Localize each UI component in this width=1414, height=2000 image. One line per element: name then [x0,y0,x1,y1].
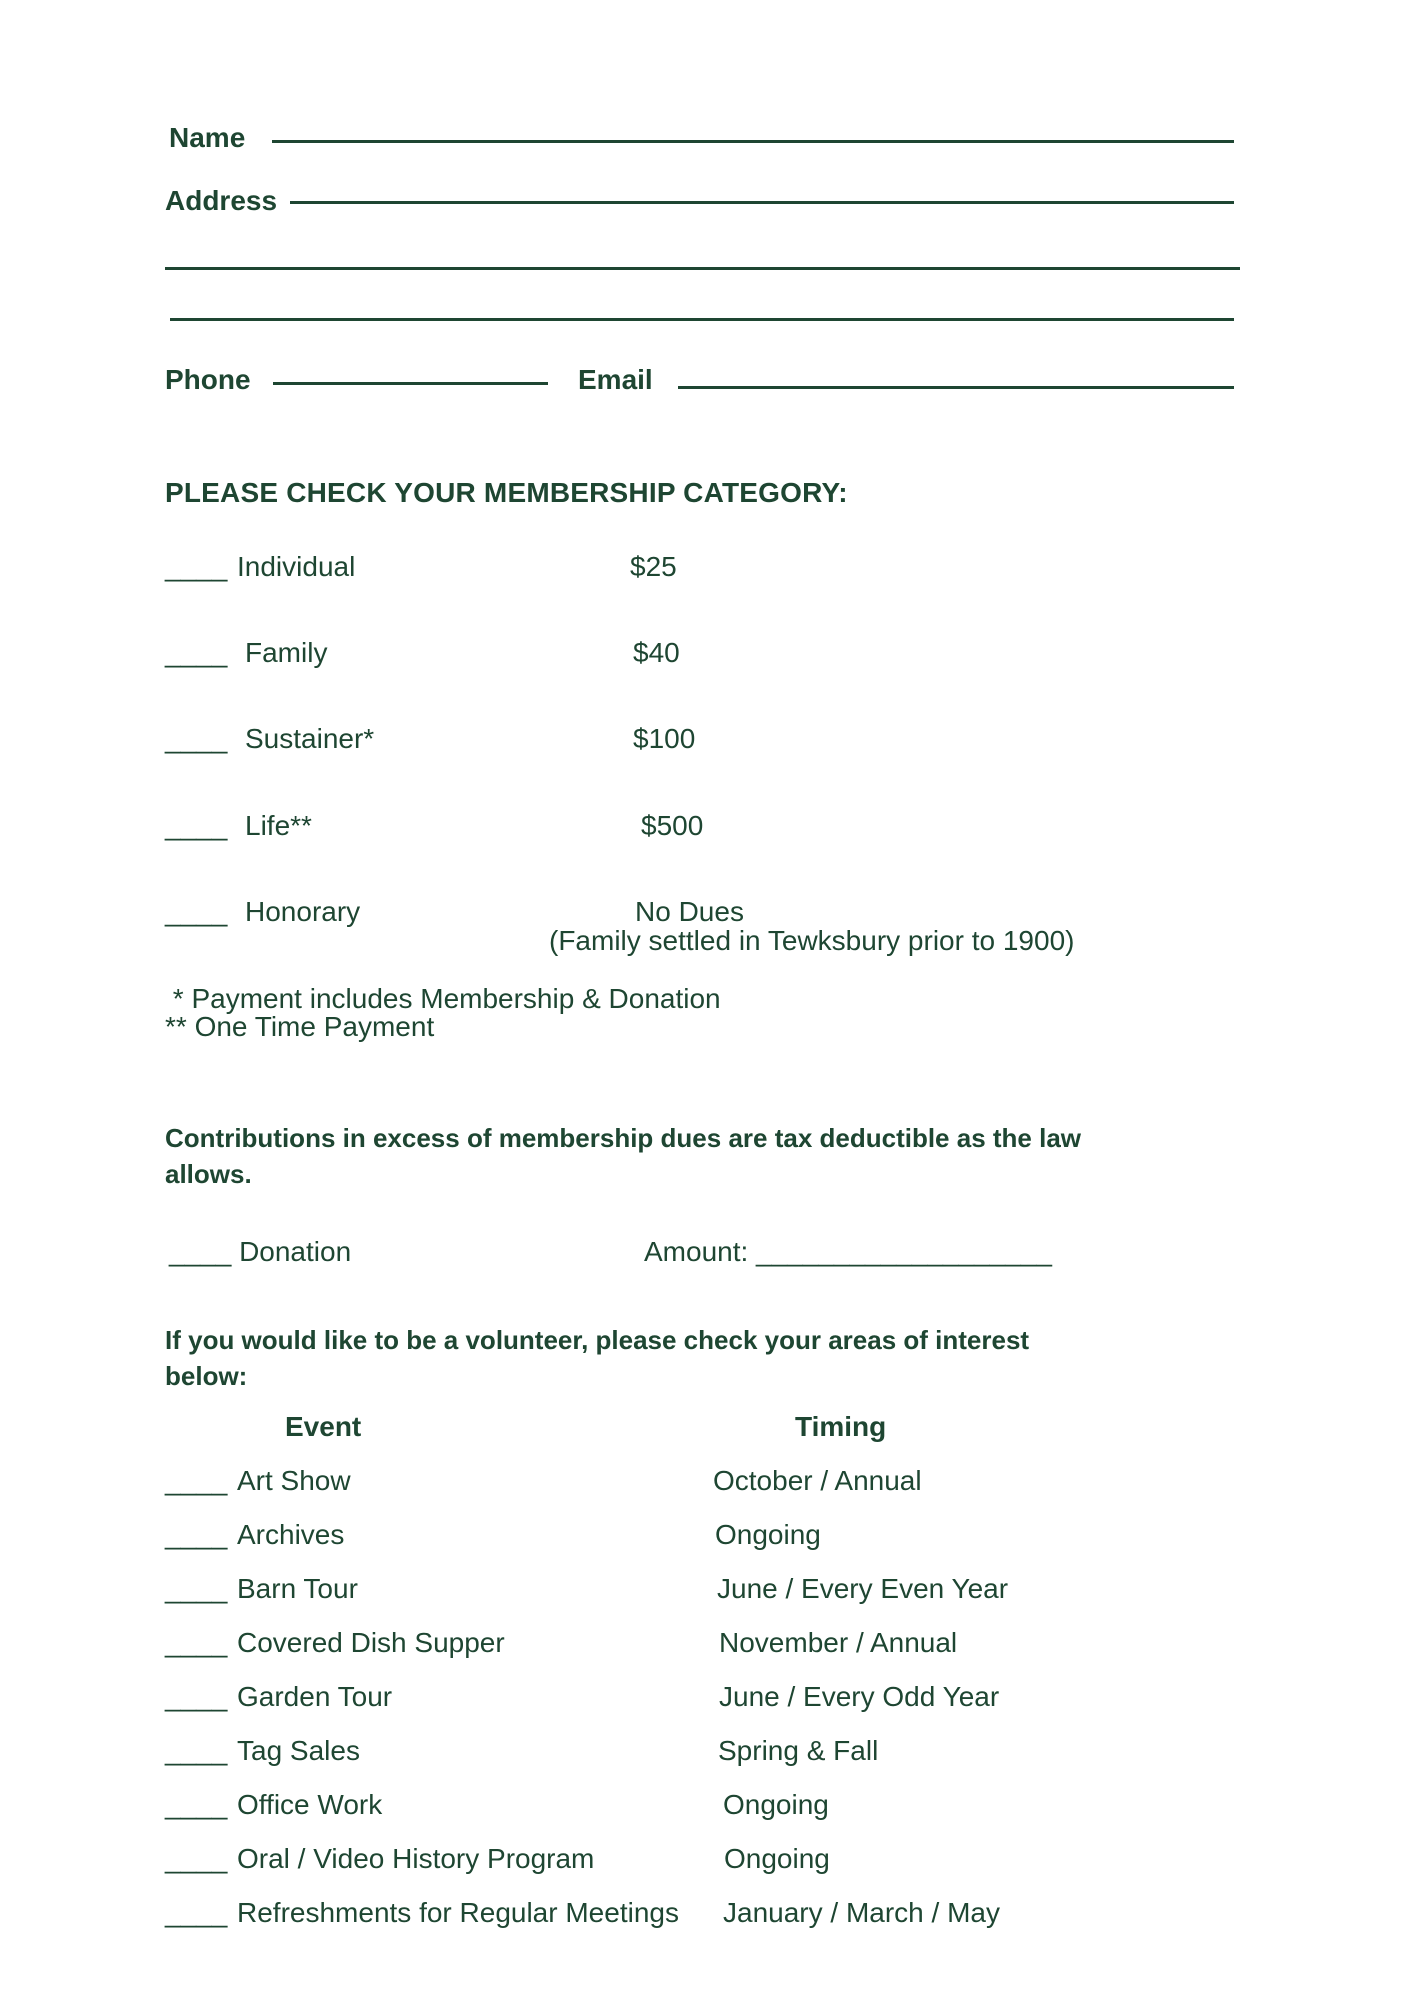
membership-checkbox-blank[interactable]: ____ [165,810,228,841]
timing-column-header: Timing [795,1411,887,1442]
phone-field[interactable] [273,382,548,385]
donation-amount-field[interactable]: Amount: ___________________ [644,1236,1052,1267]
membership-label: Family [245,637,328,668]
volunteer-event: Archives [237,1519,345,1550]
volunteer-text-line-2: below: [165,1361,248,1391]
volunteer-checkbox-blank[interactable]: ____ [165,1627,228,1658]
volunteer-timing: January / March / May [723,1897,1000,1928]
volunteer-event: Garden Tour [237,1681,393,1712]
volunteer-event: Oral / Video History Program [237,1843,595,1874]
volunteer-timing: June / Every Even Year [717,1573,1009,1604]
membership-label: Honorary [245,896,361,927]
address-field-line-1[interactable] [290,201,1234,204]
membership-label: Life** [245,810,312,841]
footnote-life: ** One Time Payment [165,1011,435,1042]
membership-checkbox-blank[interactable]: ____ [165,637,228,668]
membership-checkbox-blank[interactable]: ____ [165,896,228,927]
membership-price: $40 [633,637,680,668]
membership-checkbox-blank[interactable]: ____ [165,723,228,754]
contributions-text-line-2: allows. [165,1159,252,1189]
membership-label: Sustainer* [245,723,375,754]
phone-label: Phone [165,364,251,395]
event-column-header: Event [285,1411,362,1442]
volunteer-checkbox-blank[interactable]: ____ [165,1735,228,1766]
volunteer-timing: Ongoing [723,1789,829,1820]
volunteer-checkbox-blank[interactable]: ____ [165,1573,228,1604]
address-label: Address [165,185,278,216]
volunteer-checkbox-blank[interactable]: ____ [165,1897,228,1928]
volunteer-checkbox-blank[interactable]: ____ [165,1789,228,1820]
volunteer-event: Refreshments for Regular Meetings [237,1897,679,1928]
email-label: Email [578,364,653,395]
volunteer-timing: November / Annual [719,1627,958,1658]
volunteer-event: Art Show [237,1465,351,1496]
name-field[interactable] [272,140,1234,143]
membership-price: $25 [630,551,677,582]
address-field-line-3[interactable] [170,318,1234,321]
volunteer-timing: Spring & Fall [718,1735,879,1766]
membership-label: Individual [237,551,356,582]
honorary-note: (Family settled in Tewksbury prior to 1900) [549,925,1075,956]
membership-price: No Dues [635,896,744,927]
volunteer-timing: Ongoing [724,1843,830,1874]
email-field[interactable] [678,386,1234,389]
membership-heading: PLEASE CHECK YOUR MEMBERSHIP CATEGORY: [165,477,848,508]
volunteer-event: Barn Tour [237,1573,358,1604]
donation-label[interactable]: ____ Donation [169,1236,352,1267]
membership-price: $500 [641,810,704,841]
volunteer-event: Office Work [237,1789,383,1820]
membership-price: $100 [633,723,696,754]
volunteer-timing: October / Annual [713,1465,922,1496]
volunteer-checkbox-blank[interactable]: ____ [165,1465,228,1496]
volunteer-event: Tag Sales [237,1735,360,1766]
volunteer-checkbox-blank[interactable]: ____ [165,1681,228,1712]
volunteer-text-line-1: If you would like to be a volunteer, please check your areas of interest [165,1325,1030,1355]
footnote-sustainer: * Payment includes Membership & Donation [165,983,721,1014]
volunteer-timing: June / Every Odd Year [719,1681,1000,1712]
volunteer-checkbox-blank[interactable]: ____ [165,1843,228,1874]
volunteer-event: Covered Dish Supper [237,1627,505,1658]
volunteer-checkbox-blank[interactable]: ____ [165,1519,228,1550]
membership-checkbox-blank[interactable]: ____ [165,551,228,582]
volunteer-timing: Ongoing [715,1519,821,1550]
address-field-line-2[interactable] [165,267,1240,270]
contributions-text-line-1: Contributions in excess of membership dues are tax deductible as the law [165,1123,1082,1153]
name-label: Name [169,122,246,153]
